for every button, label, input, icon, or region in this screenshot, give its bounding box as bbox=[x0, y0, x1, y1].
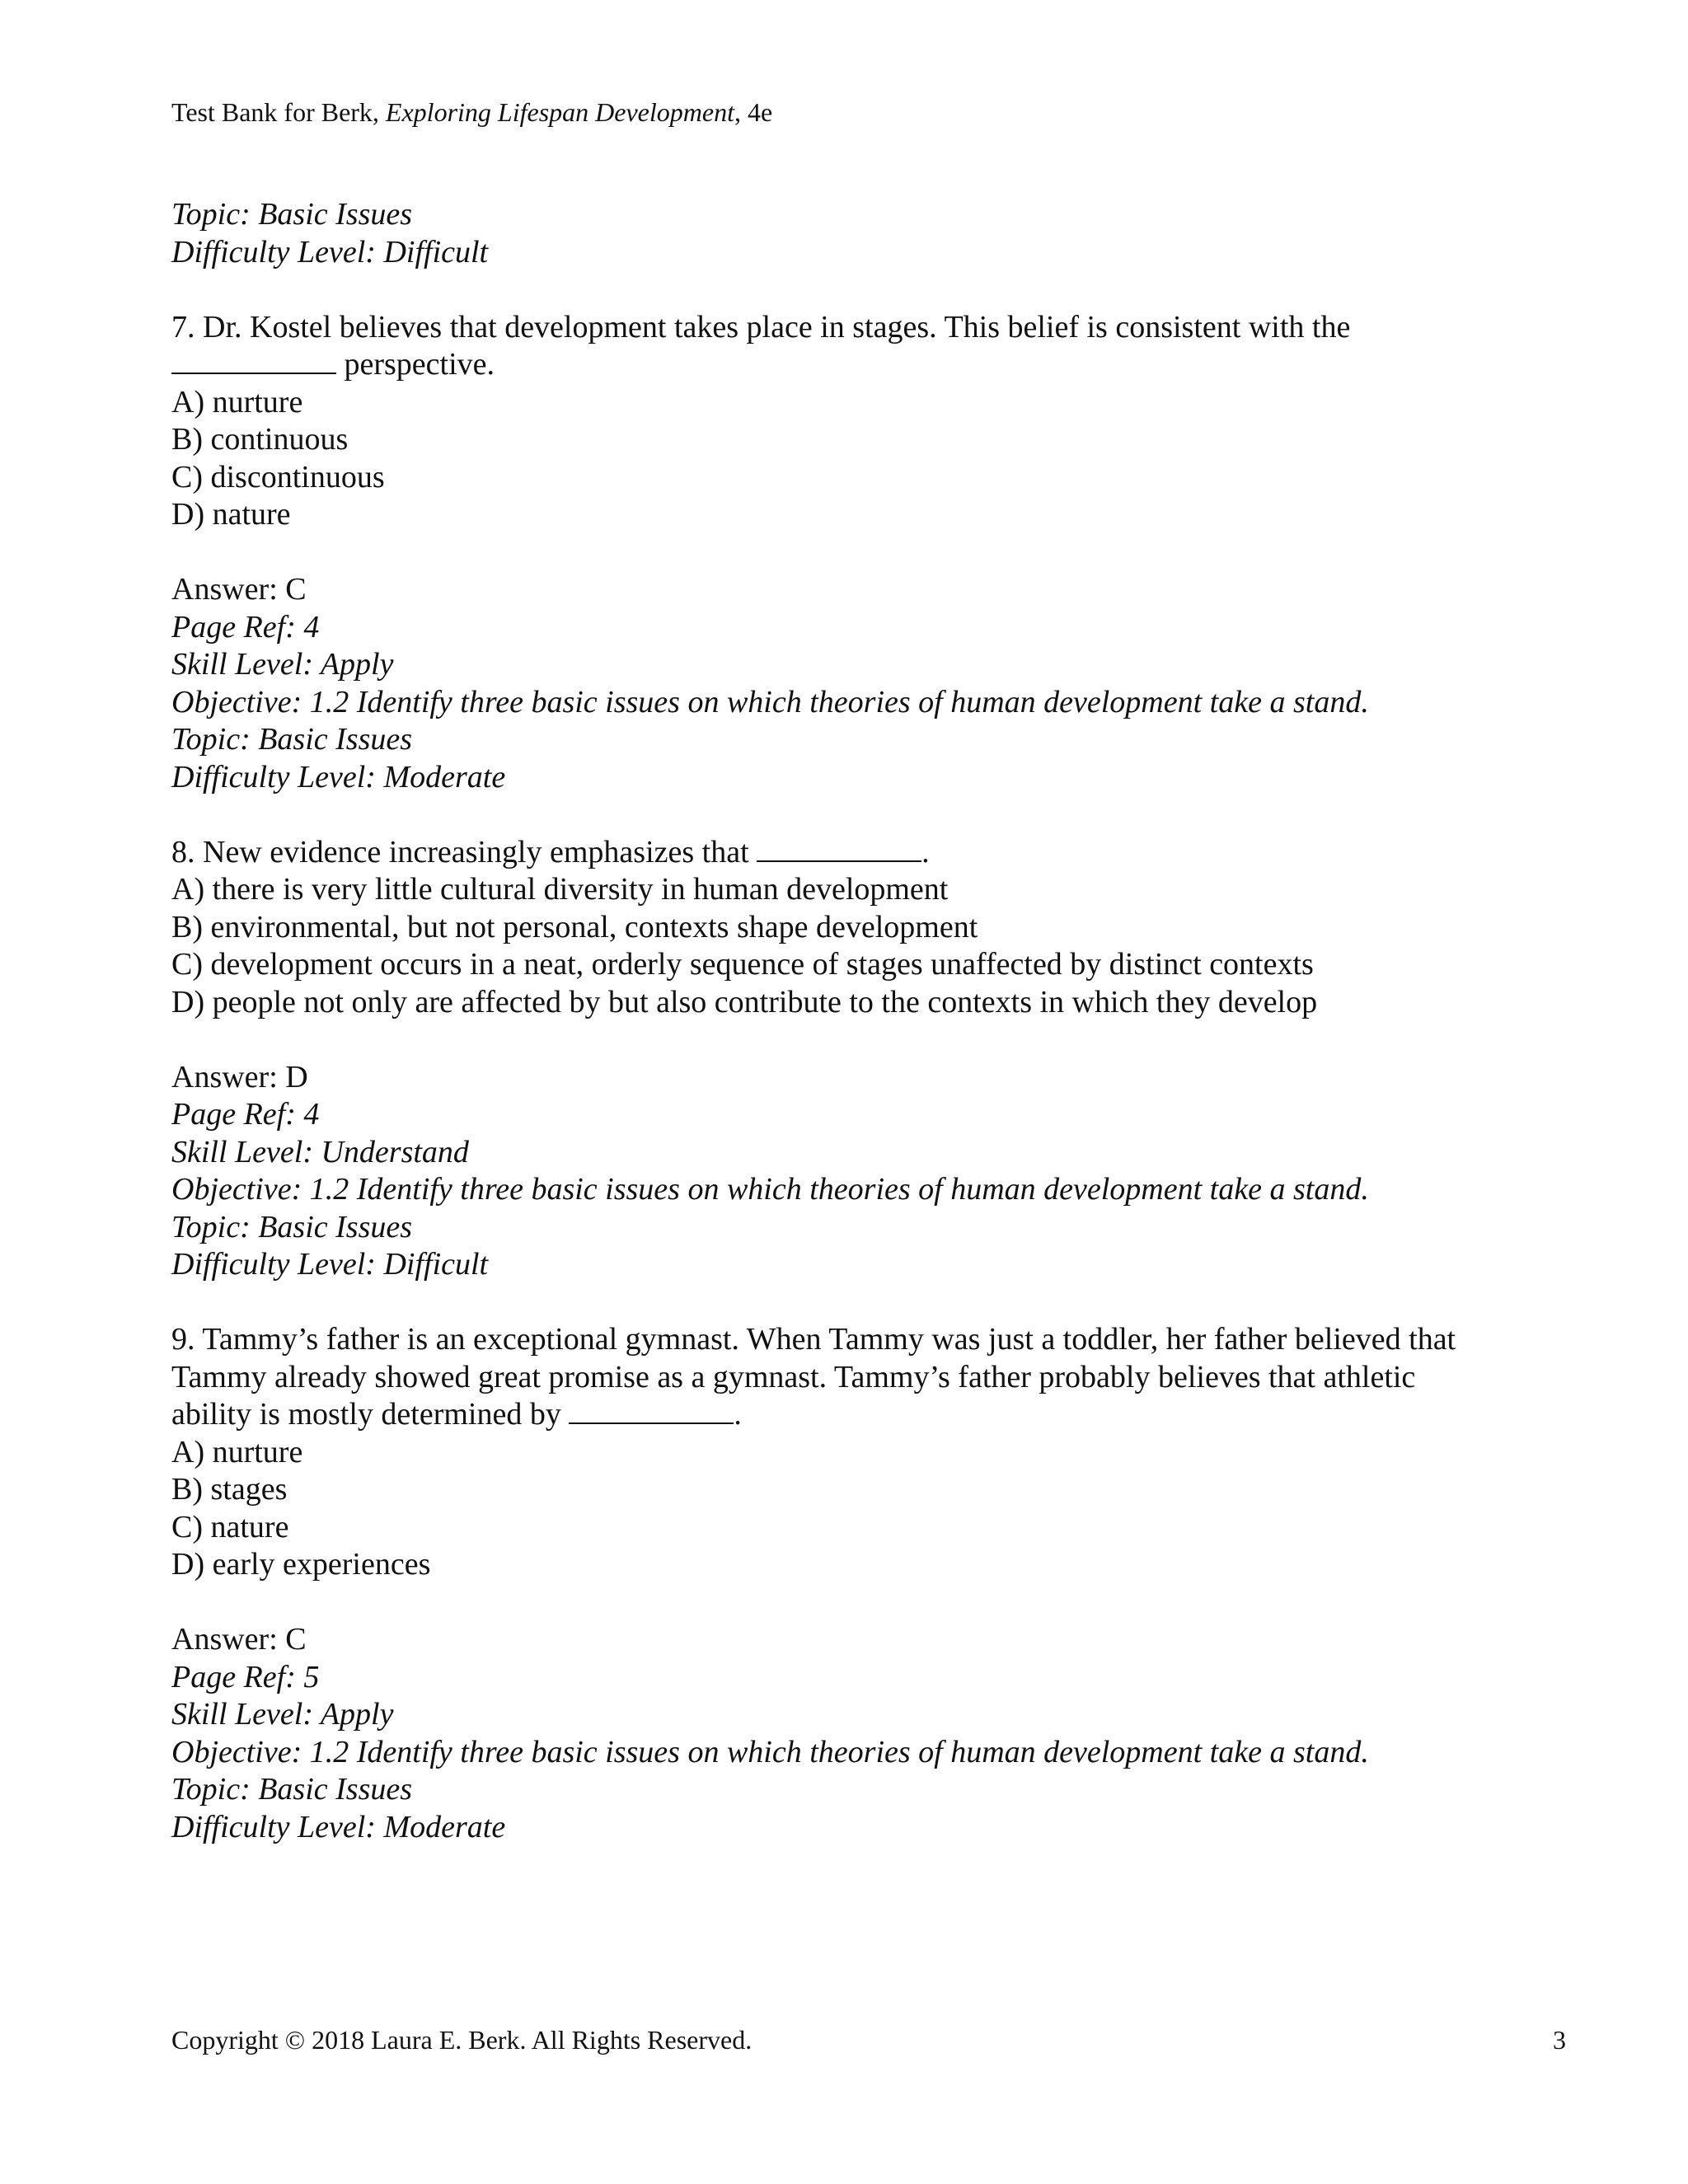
option-c: C) development occurs in a neat, orderly sequence of stages unaffected by distinct contexts bbox=[171, 947, 1314, 982]
option-d: D) nature bbox=[171, 497, 291, 532]
answer-blank bbox=[171, 348, 336, 374]
page-content bbox=[171, 196, 1573, 1846]
answer-blank bbox=[569, 1398, 734, 1424]
page-ref-line: Page Ref: 4 bbox=[171, 609, 320, 644]
topic-line: Topic: Basic Issues bbox=[171, 1209, 413, 1244]
option-d: D) early experiences bbox=[171, 1547, 431, 1582]
question-stem-end: . bbox=[734, 1397, 742, 1432]
answer-line: Answer: D bbox=[171, 1059, 308, 1094]
option-a: A) nurture bbox=[171, 1434, 303, 1469]
topic-line: Topic: Basic Issues bbox=[171, 722, 413, 757]
question-stem-start: ability is mostly determined by bbox=[171, 1397, 570, 1432]
question-stem-end: perspective. bbox=[336, 347, 495, 382]
running-header bbox=[171, 96, 772, 129]
skill-level-line: Skill Level: Apply bbox=[171, 1697, 394, 1732]
page-number: 3 bbox=[1553, 2025, 1566, 2055]
objective-line: Objective: 1.2 Identify three basic issues on which theories of human development take a stand. bbox=[171, 684, 1369, 719]
option-b: B) continuous bbox=[171, 422, 349, 457]
page-ref-line: Page Ref: 5 bbox=[171, 1659, 320, 1694]
difficulty-line: Difficulty Level: Difficult bbox=[171, 1247, 489, 1282]
topic-line: Topic: Basic Issues bbox=[171, 197, 413, 232]
option-c: C) nature bbox=[171, 1509, 289, 1544]
question-stem bbox=[171, 834, 1573, 872]
difficulty-line: Difficulty Level: Moderate bbox=[171, 759, 506, 794]
question-7 bbox=[171, 309, 1573, 797]
option-b: B) environmental, but not personal, contexts shape development bbox=[171, 909, 978, 944]
skill-level-line: Skill Level: Understand bbox=[171, 1134, 469, 1169]
option-c: C) discontinuous bbox=[171, 459, 385, 494]
answer-line: Answer: C bbox=[171, 1622, 307, 1657]
question-stem-line-3 bbox=[171, 1396, 1573, 1434]
objective-line: Objective: 1.2 Identify three basic issues on which theories of human development take a stand. bbox=[171, 1172, 1369, 1207]
header-book-title: Exploring Lifespan Development bbox=[385, 97, 734, 127]
question-stem-line-2: Tammy already showed great promise as a gymnast. Tammy’s father probably believes that athletic bbox=[171, 1359, 1416, 1394]
copyright-notice: Copyright © 2018 Laura E. Berk. All Rights Reserved. bbox=[171, 2025, 753, 2055]
question-stem-end: . bbox=[921, 834, 930, 869]
topic-line: Topic: Basic Issues bbox=[171, 1772, 413, 1807]
objective-line: Objective: 1.2 Identify three basic issues on which theories of human development take a stand. bbox=[171, 1734, 1369, 1769]
question-8 bbox=[171, 834, 1573, 1284]
skill-level-line: Skill Level: Apply bbox=[171, 647, 394, 682]
answer-line: Answer: C bbox=[171, 572, 307, 607]
question-9 bbox=[171, 1321, 1573, 1846]
question-stem-line-1: 9. Tammy’s father is an exceptional gymnast. When Tammy was just a toddler, her father believed that bbox=[171, 1322, 1456, 1357]
page-ref-line: Page Ref: 4 bbox=[171, 1097, 320, 1132]
answer-blank bbox=[757, 836, 921, 862]
previous-item-meta bbox=[171, 196, 1573, 271]
question-stem-continuation bbox=[171, 346, 1573, 384]
option-b: B) stages bbox=[171, 1472, 288, 1507]
header-suffix: , 4e bbox=[734, 97, 773, 127]
question-stem-start: 8. New evidence increasingly emphasizes that bbox=[171, 834, 757, 869]
option-d: D) people not only are affected by but also contribute to the contexts in which they develop bbox=[171, 984, 1318, 1019]
header-prefix: Test Bank for Berk, bbox=[171, 97, 386, 127]
option-a: A) there is very little cultural diversity in human development bbox=[171, 872, 949, 907]
difficulty-line: Difficulty Level: Moderate bbox=[171, 1809, 506, 1844]
question-stem: 7. Dr. Kostel believes that development takes place in stages. This belief is consistent with the bbox=[171, 309, 1351, 344]
difficulty-line: Difficulty Level: Difficult bbox=[171, 234, 489, 269]
option-a: A) nurture bbox=[171, 384, 303, 419]
